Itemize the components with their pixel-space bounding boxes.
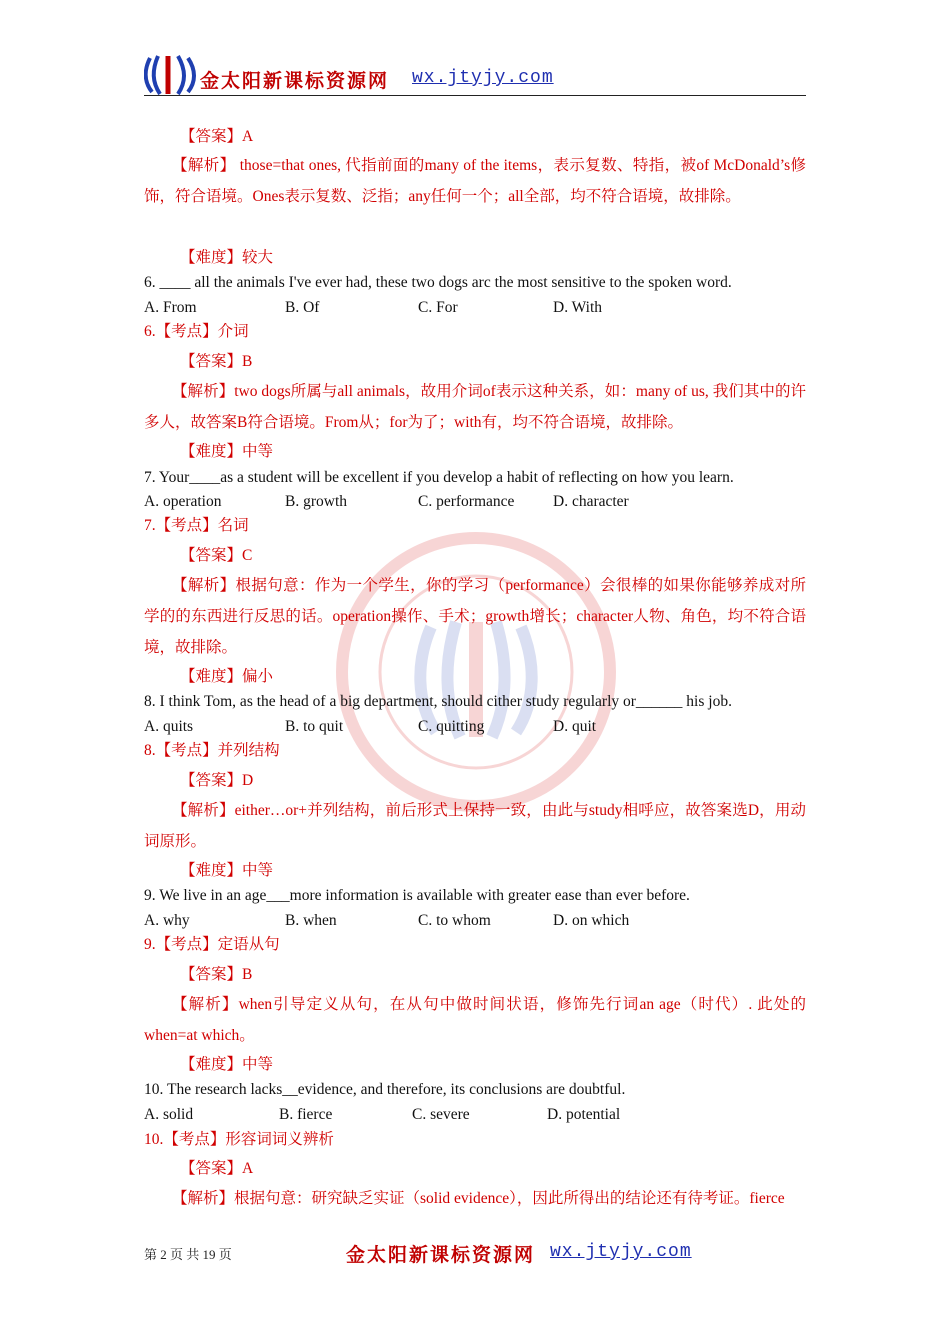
option-d: D. With <box>553 299 603 316</box>
q6-options <box>144 298 806 318</box>
option-d: D. on which <box>553 912 630 929</box>
q5-analysis: 【解析】 those=that ones, 代指前面的many of the items，表示复数、特指，被of McDonald’s修饰，符合语境。Ones表示复数、泛指；any任何一个；all全部，均不符合语境，故排除。 <box>144 157 806 205</box>
option-b: B. fierce <box>279 1106 333 1123</box>
header-divider <box>144 95 806 96</box>
q7-stem: 7. Your____as a student will be excellent if you develop a habit of reflecting on how you learn. <box>144 469 734 486</box>
option-a: A. why <box>144 912 190 929</box>
q9-answer: 【答案】B <box>180 966 253 983</box>
q5-difficulty: 【难度】较大 <box>180 249 274 266</box>
q8-stem: 8. I think Tom, as the head of a big department, should cither study regularly or______ his job. <box>144 693 732 710</box>
q10-options <box>144 1105 806 1125</box>
option-a: A. quits <box>144 718 194 735</box>
q10-stem: 10. The research lacks__evidence, and therefore, its conclusions are doubtful. <box>144 1081 626 1098</box>
option-d: D. potential <box>547 1106 621 1123</box>
q10-answer: 【答案】A <box>180 1160 254 1177</box>
option-c: C. quitting <box>418 718 485 735</box>
q6-analysis: 【解析】two dogs所属与all animals，故用介词of表示这种关系，如：many of us, 我们其中的许多人，故答案B符合语境。From从；for为了；with有，均不符合语境，故排除。 <box>144 383 806 431</box>
option-d: D. character <box>553 493 629 510</box>
q9-analysis: 【解析】when引导定义从句，在从句中做时间状语，修饰先行词an age（时代）. 此处的when=at which。 <box>144 996 806 1044</box>
header-brand: 金太阳新课标资源网 <box>200 70 390 92</box>
option-c: C. For <box>418 299 458 316</box>
option-a: A. From <box>144 299 197 316</box>
q6-answer: 【答案】B <box>180 353 253 370</box>
q9-options <box>144 911 806 931</box>
option-b: B. growth <box>285 493 347 510</box>
option-c: C. severe <box>412 1106 470 1123</box>
q9-stem: 9. We live in an age___more information is available with greater ease than ever before. <box>144 887 690 904</box>
q8-difficulty: 【难度】中等 <box>180 862 274 879</box>
q7-options <box>144 492 806 512</box>
footer-brand: 金太阳新课标资源网 <box>346 1244 536 1266</box>
page-header <box>144 52 806 98</box>
q7-difficulty: 【难度】偏小 <box>180 668 274 685</box>
q8-answer: 【答案】D <box>180 772 254 789</box>
option-a: A. operation <box>144 493 222 510</box>
q6-stem: 6. ____ all the animals I've ever had, these two dogs arc the most sensitive to the spoken word. <box>144 274 732 291</box>
q10-analysis: 【解析】根据句意：研究缺乏实证（solid evidence），因此所得出的结论还有待考证。fierce <box>172 1190 785 1207</box>
q7-analysis: 【解析】根据句意：作为一个学生，你的学习（performance）会很棒的如果你能够养成对所学的的东西进行反思的话。operation操作、手术；growth增长；character人物、角色，均不符合语境，故排除。 <box>144 577 806 656</box>
q6-point: 6.【考点】介词 <box>144 323 249 340</box>
q7-point: 7.【考点】名词 <box>144 517 249 534</box>
q9-difficulty: 【难度】中等 <box>180 1056 274 1073</box>
page-number: 第 2 页 共 19 页 <box>144 1247 232 1262</box>
option-d: D. quit <box>553 718 597 735</box>
q8-point: 8.【考点】并列结构 <box>144 742 280 759</box>
q5-answer: 【答案】A <box>180 128 254 145</box>
q8-options <box>144 717 806 737</box>
footer-site-link[interactable]: wx.jtyjy.com <box>550 1242 692 1262</box>
option-b: B. to quit <box>285 718 344 735</box>
option-a: A. solid <box>144 1106 194 1123</box>
q6-difficulty: 【难度】中等 <box>180 443 274 460</box>
q8-analysis: 【解析】either…or+并列结构，前后形式上保持一致，由此与study相呼应，故答案选D，用动词原形。 <box>144 802 806 850</box>
q10-point: 10.【考点】形容词词义辨析 <box>144 1131 334 1148</box>
q9-point: 9.【考点】定语从句 <box>144 936 280 953</box>
jintaiyang-logo-icon <box>144 52 196 96</box>
option-b: B. Of <box>285 299 320 316</box>
option-b: B. when <box>285 912 337 929</box>
header-site-link[interactable]: wx.jtyjy.com <box>412 68 554 88</box>
option-c: C. performance <box>418 493 515 510</box>
option-c: C. to whom <box>418 912 491 929</box>
q7-answer: 【答案】C <box>180 547 253 564</box>
